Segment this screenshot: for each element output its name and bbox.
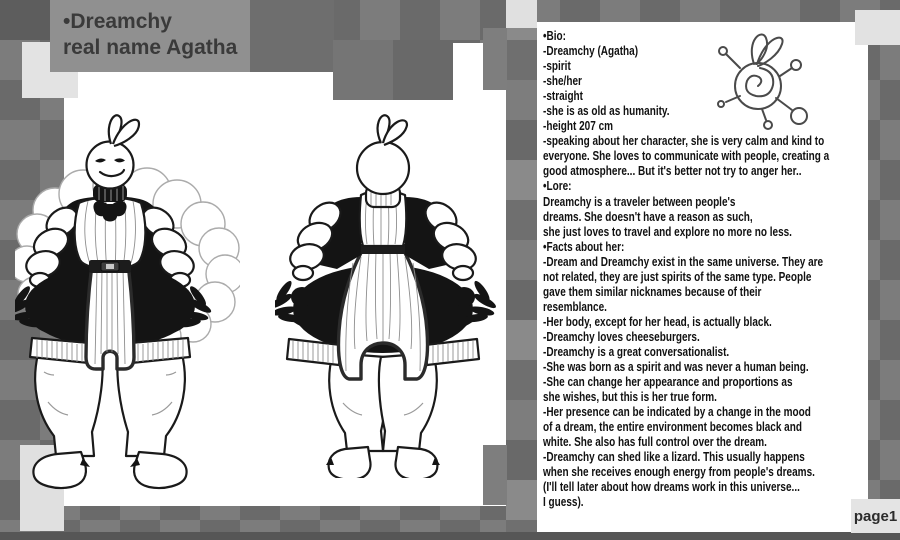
antenna-bow — [109, 115, 139, 146]
bg-accent-square — [483, 28, 507, 90]
bio-line: -Her presence can be indicated by a change in the mood — [543, 405, 811, 420]
bio-line: gave them similar nicknames because of their — [543, 284, 762, 299]
sweater-front-panel — [86, 264, 134, 369]
bio-line: -straight — [543, 89, 583, 104]
bg-accent-square — [250, 0, 334, 72]
bio-line: •Facts about her: — [543, 239, 625, 254]
head — [87, 142, 134, 189]
bio-line: -she/her — [543, 74, 582, 89]
bio-line: -Dreamchy can shed like a lizard. This usually happens — [543, 450, 805, 465]
page-number-label: page1 — [853, 507, 898, 525]
head-back — [357, 142, 409, 194]
bg-accent-square — [506, 0, 537, 28]
left-shoe — [33, 452, 90, 488]
belt — [89, 260, 131, 273]
bio-line: -Dreamchy loves cheeseburgers. — [543, 329, 700, 344]
bg-accent-square — [333, 40, 393, 100]
bg-accent-square — [393, 40, 453, 100]
bio-line: -She was born as a spirit and was never a human being. — [543, 360, 809, 375]
bio-text — [543, 29, 865, 511]
bg-bottom-strip — [0, 532, 900, 540]
character-back-view-drawing — [275, 113, 505, 478]
bio-line: -Her body, except for her head, is actually black. — [543, 314, 772, 329]
title-box — [50, 0, 250, 72]
bio-line: she wishes, but this is her true form. — [543, 390, 717, 405]
bio-line: white. She also has full control over the dream. — [543, 435, 767, 450]
checker-divider-column — [506, 0, 537, 540]
page-title-line2: real name Agatha — [63, 36, 238, 59]
bio-line: -She can change her appearance and proportions as — [543, 375, 793, 390]
bio-line: resemblance. — [543, 299, 607, 314]
bio-line: -spirit — [543, 59, 571, 74]
right-shoe — [130, 452, 187, 488]
bio-line: not related, they are just spirits of the same type. People — [543, 269, 812, 284]
bio-line: -Dreamchy is a great conversationalist. — [543, 344, 730, 359]
bio-line: -Dream and Dreamchy exist in the same universe. They are — [543, 254, 824, 269]
antenna-bow — [378, 115, 407, 145]
bio-line: she just loves to travel and explore no more no less. — [543, 224, 792, 239]
bio-line: everyone. She loves to communicate with people, creating a — [543, 149, 830, 164]
bio-line: •Bio: — [543, 29, 566, 43]
bio-line: when she receives enough energy from people's dreams. — [543, 465, 815, 480]
bio-line: •Lore: — [543, 179, 572, 194]
character-front-view-drawing — [15, 106, 240, 498]
right-shoe — [396, 447, 440, 478]
bio-line: -speaking about her character, she is very calm and kind to — [543, 134, 825, 149]
bio-line: I guess). — [543, 495, 584, 510]
page-number-badge — [851, 499, 900, 533]
bio-line: dreams. She doesn't have a reason as such, — [543, 209, 753, 224]
bio-line: -height 207 cm — [543, 119, 614, 134]
bio-line: of a dream, the entire environment becomes black and — [543, 420, 802, 435]
bio-line: (I'll tell later about how dreams work in this universe... — [543, 480, 800, 495]
bio-line: good atmosphere... But it's better not try to anger her.. — [543, 164, 802, 179]
bio-line: -she is as old as humanity. — [543, 104, 670, 119]
left-shoe — [326, 447, 370, 478]
page-title-line1: •Dreamchy — [63, 10, 172, 33]
bio-line: -Dreamchy (Agatha) — [543, 44, 639, 59]
bio-line: Dreamchy is a traveler between people's — [543, 194, 736, 209]
